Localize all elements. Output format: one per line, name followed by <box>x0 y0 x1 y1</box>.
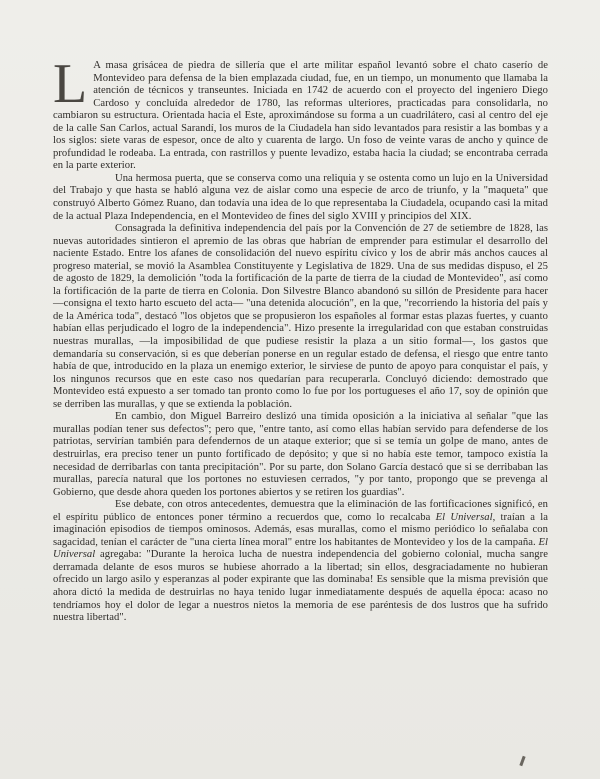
paragraph-3: Consagrada la definitiva independencia del país por la Convención de 27 de setiembre de 1828, las nuevas autoridades sintieron el apremio de las obras que habrían de emprender para estimular el desarrollo del naciente Estado. Entre los afanes de consolidación del nuevo espíritu cívico y los de abrir más anchos cauces al progreso material, se movió la Asamblea Constituyente y Legislativa de 1829. Una de sus medidas dispuso, el 25 de agosto de 1829, la demolición "toda la fortificación de la parte de tierra de la ciudad de Montevideo", así como la fortificación de la parte de tierra en Colonia. Don Silvestre Blanco abandonó su sillón de Presidente para hacer —consigna el texto harto escueto del acta— "una detenida alocución", en la que, "recorriendo la historia del país y de la América toda", destacó "los objetos que se propusieron los españoles al formar estas plazas fuertes, y cuanto habían ellas perjudicado el logro de la independencia". Hizo presente la irregularidad con que estaban construidas nuestras murallas, —la imposibilidad de que pudiese resistir la plaza a un sitio formal—, los gastos que demandaría su conservación, si es que deberían ponerse en un regular estado de defensa, el riesgo que entre tanto había de que, introducido en la plaza un enemigo exterior, le sirviese de punto de apoyo para conquistar el país, y los ningunos recursos que en este caso nos quedarían para recuperarla. Concluyó diciendo: demostrado que Montevideo está expuesto a ser tomado tan pronto como lo fue por los portugueses el año 17, soy de opinión que se derriben las murallas, y que se extienda la población. <box>53 223 548 410</box>
newspaper-title: El Universal <box>435 511 493 523</box>
pencil-mark <box>519 756 525 766</box>
paragraph-1 <box>53 53 548 173</box>
paragraph-2: Una hermosa puerta, que se conserva como una reliquia y se ostenta como un lujo en la Universidad del Trabajo y que hasta se habló alguna vez de aislar como una especie de arco de triunfo, y la "maqueta" que construyó Alberto Gómez Ruano, dan todavía una idea de lo que representaba la Ciudadela, ocupando casi la mitad de la actual Plaza Independencia, en el Montevideo de fines del siglo XVIII y principios del XIX. <box>53 172 548 222</box>
paragraph-5-text-e: agregaba: "Durante la heroica lucha de nuestra independencia del gobierno colonial, mucha sangre derramada delante de esos muros se hubiese ahorrado a la libertad; sin ellos, desgraciadamente no hubieran ofrecido un largo asilo y esperanzas al poder expirante que las dominaba! Es sensible que la misma previsión que ahora dictó la medida de destruirlas no haya tenido lugar inmediatamente después de aquella época: acaso no tendríamos hoy el dolor de legar a nuestros nietos la memoria de ese paréntesis de dos lustros que ha sufrido nuestra libertad". <box>53 549 548 624</box>
paragraph-4: En cambio, don Miguel Barreiro deslizó una tímida oposición a la iniciativa al señalar "que las murallas podían tener sus defectos"; pero que, "entre tanto, así como ellas habían servido para defenderse de los patriotas, servirían también para defendernos de un ataque exterior; que si se temía un golpe de mano, antes de destruirlas, era preciso tener un punto fortificado de depósito; y que si no había este temor, tampoco existía la necesidad de derribarlas con tanta precipitación". Por su parte, don Solano García destacó que si se derribaban las murallas, parecía natural que los portones no estuviesen cerrados, "y por tanto, propongo que se prevenga al Gobierno, que desde ahora queden los portones abiertos y se retiren los guardias". <box>53 411 548 498</box>
paragraph-5-text-a: Ese debate, con otros antecedentes, demuestra que la eliminación de las fortificaciones significó, en el espíritu público de entonces poner término a recuerdos que, como lo recalcaba <box>53 499 548 523</box>
newspaper-title-2: El Universal <box>53 536 548 561</box>
paragraph-1-text: A masa grisácea de piedra de sillería que el arte militar español levantó sobre el chato caserío de Montevideo para defensa de la bien emplazada ciudad, fue, en un tiempo, un monumento que llamaba la atención de técnicos y transeuntes. Iniciada en 1742 de acuerdo con el proyecto del ingeniero Diego Cardoso y concluída alrededor de 1780, las reformas ulteriores, practicadas para consolidarla, no cambiaron su estructura. Orientada hacia el Este, aproximándose su forma a un cuadrilátero, casi al centro del eje de la calle San Carlos, actual Sarandí, los muros de la Ciudadela han sido levantados para resistir a las bombas y a los siglos: siete varas de espesor, once de alto y cuarenta de largo. Un foso de veinte varas de ancho y quince de profundidad le rodeaba. La entrada, con rastrillos y puente levadizo, estaba hacia la ciudad; se encontraba cerrada en la parte exterior. <box>53 60 548 172</box>
drop-cap: L <box>53 53 88 115</box>
body-text <box>53 53 548 625</box>
paragraph-5-text-c: , traían a la imaginación episodios de tiempos ominosos. Además, esas murallas, como el mismo periódico lo señalaba con sagacidad, tenían el carácter de "una cierta línea moral" entre los habitantes de Montevideo y los de la campaña. <box>53 511 548 548</box>
paragraph-5 <box>53 499 548 624</box>
